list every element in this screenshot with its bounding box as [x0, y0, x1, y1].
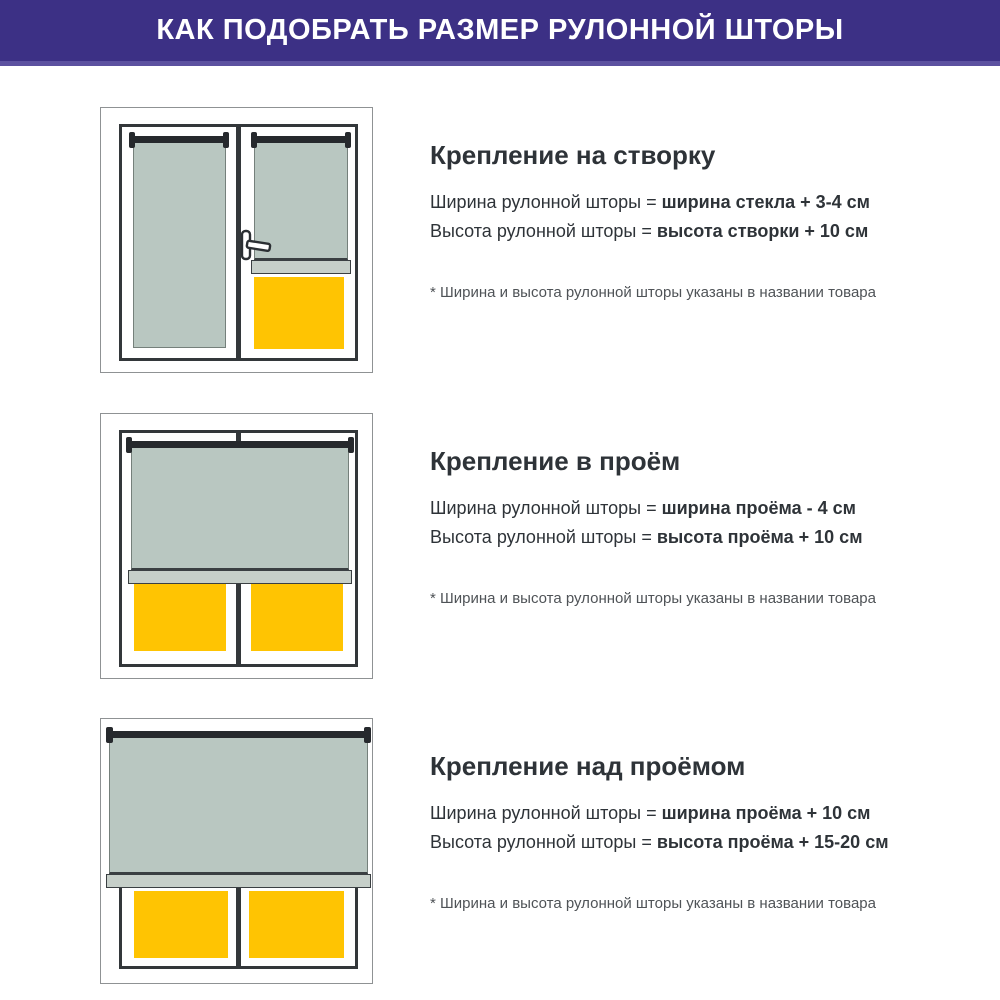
illustration-mount-on-sash [100, 107, 373, 373]
rod-end-cap [345, 132, 351, 148]
rod-end-cap [126, 437, 132, 453]
section-mount-on-sash [0, 107, 1000, 373]
formula-value: ширина проёма - 4 см [661, 498, 856, 518]
blind-hem-bar [128, 570, 352, 584]
glass-pane-left [134, 584, 226, 651]
formula-label: Высота рулонной шторы = [430, 832, 657, 852]
rod-end-cap [364, 727, 371, 743]
width-formula [430, 498, 856, 519]
height-formula [430, 527, 863, 548]
section-mount-in-opening [0, 413, 1000, 679]
height-formula [430, 221, 868, 242]
formula-label: Высота рулонной шторы = [430, 527, 657, 547]
formula-value: ширина проёма + 10 см [661, 803, 871, 823]
footnote: * Ширина и высота рулонной шторы указаны в названии товара [430, 590, 876, 607]
formula-value: ширина стекла + 3-4 см [661, 192, 870, 212]
rod-end-cap [106, 727, 113, 743]
roller-rod-right-sash [251, 136, 351, 143]
formula-value: высота створки + 10 см [656, 221, 869, 241]
footnote: * Ширина и высота рулонной шторы указаны в названии товара [430, 284, 876, 301]
blind-fabric [131, 441, 349, 570]
formula-label: Ширина рулонной шторы = [430, 803, 662, 823]
height-formula [430, 832, 889, 853]
rod-end-cap [223, 132, 229, 148]
glass-pane-right [249, 891, 344, 958]
blind-fabric-left-sash [133, 141, 226, 348]
roller-rod [128, 441, 352, 448]
page-title: КАК ПОДОБРАТЬ РАЗМЕР РУЛОННОЙ ШТОРЫ [156, 14, 844, 46]
section-text [430, 413, 990, 679]
illustration-mount-in-opening [100, 413, 373, 679]
glass-pane-right-sash [254, 277, 344, 349]
section-heading: Крепление в проём [430, 446, 681, 476]
roller-rod [107, 731, 370, 738]
glass-pane-right [251, 584, 343, 651]
width-formula [430, 803, 870, 824]
formula-label: Ширина рулонной шторы = [430, 498, 662, 518]
rod-end-cap [348, 437, 354, 453]
width-formula [430, 192, 870, 213]
section-heading: Крепление над проёмом [430, 751, 746, 781]
formula-label: Высота рулонной шторы = [430, 221, 657, 241]
formula-value: высота проёма + 10 см [656, 527, 863, 547]
section-mount-above-opening [0, 718, 1000, 984]
roller-rod-left-sash [129, 136, 229, 143]
section-heading: Крепление на створку [430, 140, 716, 170]
formula-value: высота проёма + 15-20 см [656, 832, 889, 852]
formula-label: Ширина рулонной шторы = [430, 192, 662, 212]
rod-end-cap [129, 132, 135, 148]
footnote: * Ширина и высота рулонной шторы указаны в названии товара [430, 895, 876, 912]
header-banner [0, 0, 1000, 66]
section-text [430, 718, 990, 984]
rod-end-cap [251, 132, 257, 148]
blind-hem-bar [106, 874, 371, 888]
window-handle-icon [237, 226, 283, 264]
blind-fabric [109, 735, 368, 874]
illustration-mount-above-opening [100, 718, 373, 984]
glass-pane-left [134, 891, 228, 958]
section-text [430, 107, 990, 373]
